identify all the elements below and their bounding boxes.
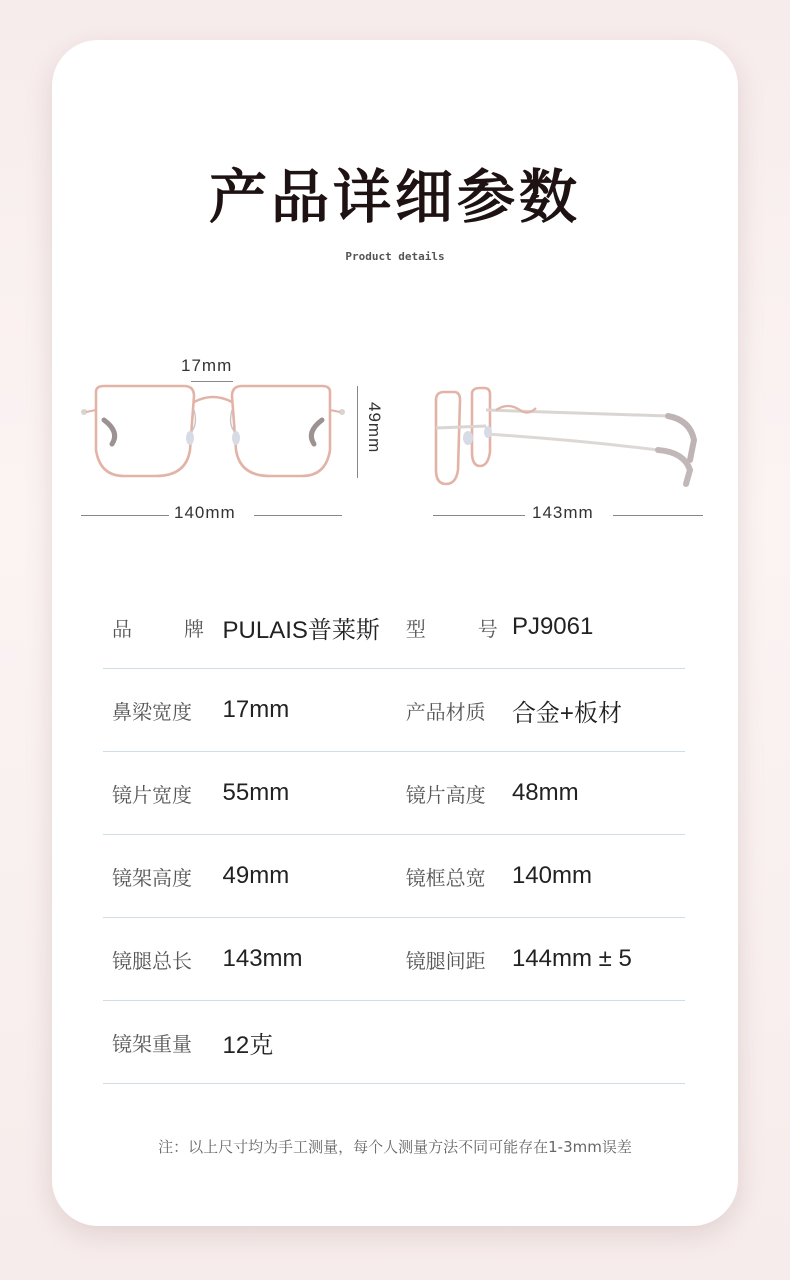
spec-label: 镜片宽度 (103, 752, 223, 835)
spec-label (397, 1001, 512, 1084)
table-row (103, 586, 685, 669)
spec-value: 48mm (512, 752, 685, 835)
table-row (103, 835, 685, 918)
bridge-width-label: 17mm (181, 356, 233, 375)
spec-label: 镜片高度 (397, 752, 512, 835)
spec-value: 144mm ± 5 (512, 918, 685, 1001)
spec-value: PJ9061 (512, 586, 685, 669)
spec-label-char: 牌 (184, 616, 204, 641)
spec-label (103, 586, 223, 669)
temple-length-label: 143mm (532, 503, 594, 522)
page-subtitle: Product details (345, 250, 445, 263)
table-row (103, 1001, 685, 1084)
front-width-label: 140mm (174, 503, 236, 522)
spec-value: 49mm (223, 835, 397, 918)
spec-label: 镜架高度 (103, 835, 223, 918)
front-width-line-left (81, 515, 169, 516)
spec-label: 鼻梁宽度 (103, 669, 223, 752)
table-row (103, 752, 685, 835)
spec-label: 产品材质 (397, 669, 512, 752)
table-row (103, 669, 685, 752)
spec-value: 143mm (223, 918, 397, 1001)
spec-label-char: 型 (405, 616, 426, 641)
glasses-front-image (76, 380, 350, 485)
table-row (103, 918, 685, 1001)
spec-value: PULAIS普莱斯 (223, 586, 397, 669)
spec-value (512, 1001, 685, 1084)
temple-length-line-left (433, 515, 525, 516)
spec-value: 17mm (223, 669, 397, 752)
spec-value: 140mm (512, 835, 685, 918)
spec-label: 镜腿总长 (103, 918, 223, 1001)
spec-label: 镜腿间距 (397, 918, 512, 1001)
spec-label-char: 品 (112, 616, 132, 641)
page-title: 产品详细参数 (208, 163, 581, 231)
spec-label-char: 号 (477, 616, 498, 641)
spec-value: 合金+板材 (512, 669, 685, 752)
temple-length-line-right (613, 515, 703, 516)
spec-label: 镜框总宽 (397, 835, 512, 918)
measurement-note: 注：以上尺寸均为手工测量，每个人测量方法不同可能存在1-3mm误差 (158, 1138, 632, 1156)
spec-label: 镜架重量 (103, 1001, 223, 1084)
spec-value: 55mm (223, 752, 397, 835)
spec-label (397, 586, 512, 669)
front-width-line-right (254, 515, 342, 516)
spec-value: 12克 (223, 1001, 397, 1084)
glasses-side-image (428, 380, 710, 492)
spec-table (103, 586, 685, 1084)
height-dimension-line (357, 386, 358, 478)
frame-height-label: 49mm (365, 402, 384, 454)
